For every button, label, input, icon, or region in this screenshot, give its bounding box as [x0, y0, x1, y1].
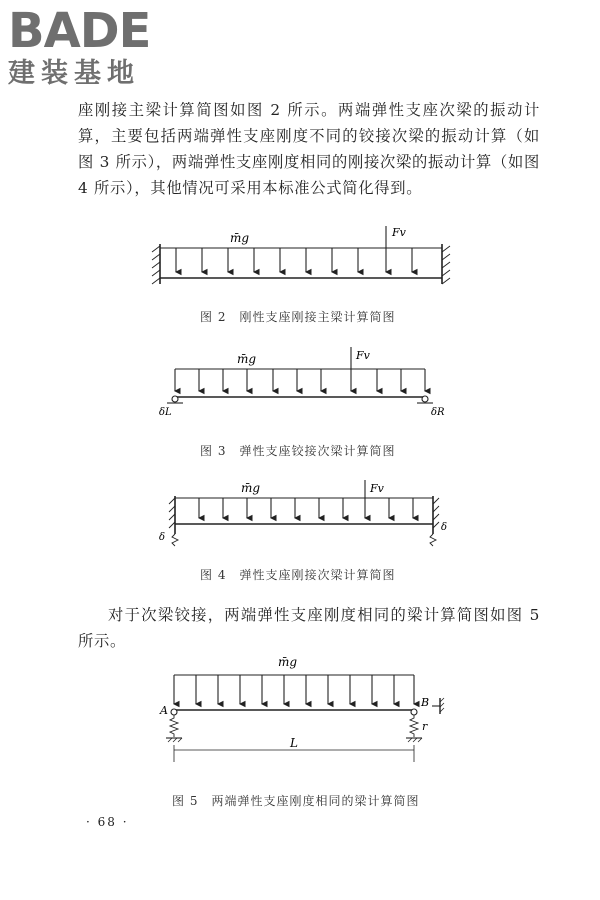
paragraph-2: 对于次梁铰接，两端弹性支座刚度相同的梁计算简图如图 5 所示。: [78, 606, 540, 650]
force-label: Fv: [370, 482, 384, 495]
page-number: · 68 ·: [86, 815, 129, 829]
figure-3-diagram: [155, 345, 455, 420]
support-a-label: A: [160, 704, 168, 717]
delta-left-label: δL: [159, 407, 172, 418]
paragraph-1: 座刚接主梁计算简图如图 2 所示。两端弹性支座次梁的振动计算，主要包括两端弹性支座刚度不同的铰接次梁的振动计算（如图 3 所示），两端弹性支座刚度相同的刚接次梁的振动计算（如图 4 所示），其他情况可采用本标准公式简化得到。: [78, 101, 540, 197]
figure-5-caption: 图 5 两端弹性支座刚度相同的梁计算简图: [172, 794, 420, 808]
figure-5: [150, 650, 460, 770]
logo-wordmark: BADE: [8, 3, 151, 59]
figure-3: [155, 345, 455, 420]
figure-4-caption: 图 4 弹性支座刚接次梁计算简图: [200, 568, 396, 582]
figure-2: [150, 222, 460, 302]
delta-right-label: δ: [441, 522, 448, 533]
logo-subtitle: 建装基地: [8, 58, 140, 89]
bade-logo: [8, 3, 178, 90]
load-label: m̄g: [237, 352, 257, 366]
figure-4-diagram: [155, 478, 455, 550]
figure-5-diagram: [150, 650, 460, 770]
figure-2-diagram: [150, 222, 460, 302]
load-label: m̄g: [278, 655, 298, 669]
load-label: m̄g: [230, 231, 250, 245]
force-label: Fv: [356, 349, 370, 362]
delta-right-label: δR: [431, 407, 445, 418]
load-label: m̄g: [241, 481, 261, 495]
support-b-label: B: [421, 696, 430, 709]
delta-left-label: δ: [159, 532, 166, 543]
figure-3-caption: 图 3 弹性支座铰接次梁计算简图: [200, 444, 396, 458]
figure-4: [155, 478, 455, 550]
figure-2-caption: 图 2 刚性支座刚接主梁计算简图: [200, 310, 396, 324]
span-length-label: L: [290, 736, 298, 750]
force-label: Fv: [392, 226, 406, 239]
spring-r-label: r: [422, 720, 428, 733]
